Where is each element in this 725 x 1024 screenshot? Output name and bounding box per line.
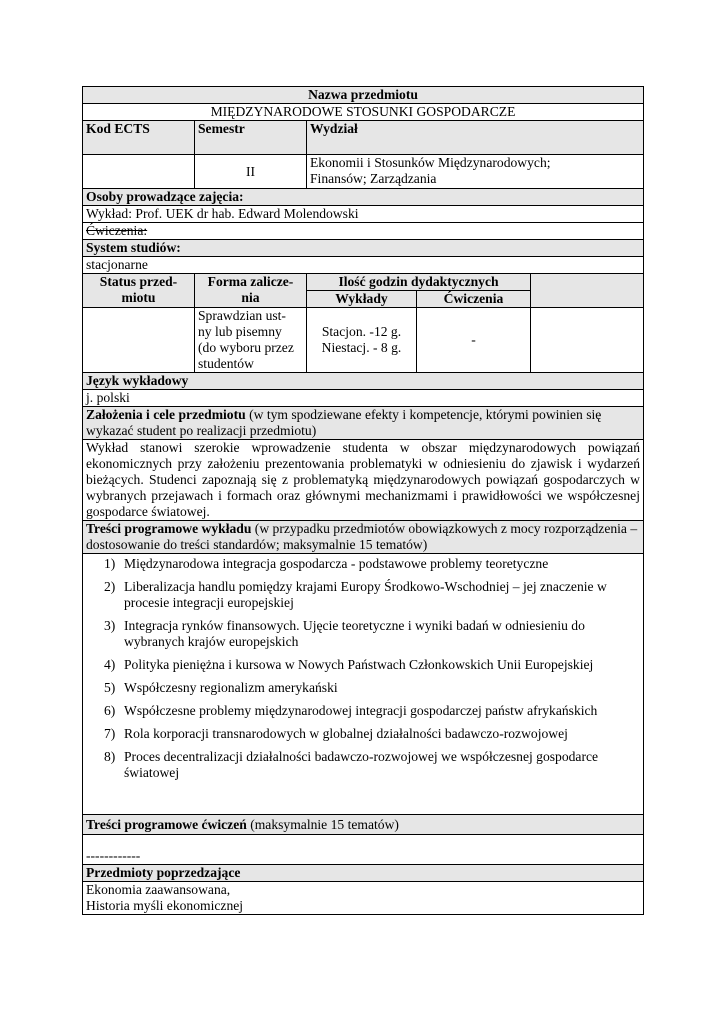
faculty-value xyxy=(307,155,644,189)
exercise-program-label-bold: Treści programowe ćwiczeń xyxy=(86,816,247,832)
goals-label xyxy=(83,407,644,440)
language-label: Język wykładowy xyxy=(83,373,644,390)
prerequisites-label-row xyxy=(83,865,644,882)
form-label xyxy=(195,274,307,308)
topic-item: Liberalizacja handlu pomiędzy krajami Europy Środkowo-Wschodniej – jej znaczenie w procesie integracji europejskiej xyxy=(124,579,607,610)
staff-exercises-row xyxy=(83,223,644,240)
form-label-line: nia xyxy=(241,290,260,305)
subject-header-row xyxy=(83,87,644,104)
goals-label-rest: (w tym spodziewane efekty i kompetencje, którymi powinien się wykazać student po realizacji przedmiotu) xyxy=(86,407,602,438)
lectures-value xyxy=(307,308,417,373)
hours-value-empty xyxy=(531,308,644,373)
prerequisites-value-line: Ekonomia zaawansowana, xyxy=(86,882,231,897)
prerequisites-value-line: Historia myśli ekonomicznej xyxy=(86,898,244,913)
form-value-line: ny lub pisemny xyxy=(198,324,282,339)
staff-lecture: Wykład: Prof. UEK dr hab. Edward Molendowski xyxy=(83,206,644,223)
lectures-label: Wykłady xyxy=(307,291,417,308)
exercise-program-label-row xyxy=(83,815,644,835)
codes-value-row xyxy=(83,155,644,189)
lecture-topics-list xyxy=(86,556,640,781)
topic-item: Międzynarodowa integracja gospodarcza - podstawowe problemy teoretyczne xyxy=(124,556,549,571)
subject-name: MIĘDZYNARODOWE STOSUNKI GOSPODARCZE xyxy=(83,104,644,121)
hours-label: Ilość godzin dydaktycznych xyxy=(307,274,531,291)
faculty-label: Wydział xyxy=(307,121,644,155)
form-value-line: (do wyboru przez xyxy=(198,340,294,355)
goals-label-bold: Założenia i cele przedmiotu xyxy=(86,407,246,422)
hours-header-row xyxy=(83,274,644,291)
subject-header: Nazwa przedmiotu xyxy=(83,87,644,104)
language-label-row xyxy=(83,373,644,390)
lecture-program-label-row xyxy=(83,521,644,554)
goals-label-row xyxy=(83,407,644,440)
lecture-program-label xyxy=(83,521,644,554)
syllabus-table xyxy=(82,86,644,915)
staff-lecture-row xyxy=(83,206,644,223)
exercise-program-label-rest: (maksymalnie 15 tematów) xyxy=(246,816,399,832)
status-label-line: Status przed- xyxy=(99,274,178,289)
codes-header-row xyxy=(83,121,644,155)
lecture-topics-cell xyxy=(83,554,644,815)
prerequisites-label: Przedmioty poprzedzające xyxy=(83,865,644,882)
faculty-value-line: Finansów; Zarządzania xyxy=(310,171,437,186)
topic-item: Współczesne problemy międzynarodowej integracji gospodarczej państw afrykańskich xyxy=(124,703,598,718)
ects-value xyxy=(83,155,195,189)
subject-name-row xyxy=(83,104,644,121)
language-value-row xyxy=(83,390,644,407)
staff-label: Osoby prowadzące zajęcia: xyxy=(83,189,644,206)
topic-item: Rola korporacji transnarodowych w globalnej działalności badawczo-rozwojowej xyxy=(124,726,568,741)
system-label: System studiów: xyxy=(83,240,644,257)
goals-text: Wykład stanowi szerokie wprowadzenie studenta w obszar międzynarodowych powiązań ekonomicznych przy założeniu prezentowania problematyki w odniesieniu do zjawisk i wydarzeń bieżących. Studenci zapoznają się z problematyką międzynarodowych powiązań gospodarczych w wybranych przejawach i formach oraz głównymi mechanizmami i prawidłowości we współczesnej gospodarce światowej. xyxy=(83,440,644,521)
form-value-line: studentów xyxy=(198,356,254,371)
system-label-row xyxy=(83,240,644,257)
status-label xyxy=(83,274,195,308)
goals-text-row xyxy=(83,440,644,521)
exercise-program-value-row xyxy=(83,835,644,865)
hours-value-row xyxy=(83,308,644,373)
status-label-line: miotu xyxy=(121,290,156,305)
prerequisites-value-row xyxy=(83,882,644,915)
faculty-value-line: Ekonomii i Stosunków Międzynarodowych; xyxy=(310,155,551,170)
form-label-line: Forma zalicze- xyxy=(207,274,294,289)
exercise-program-label xyxy=(83,815,644,835)
system-value: stacjonarne xyxy=(83,257,644,274)
lecture-program-label-rest: (w przypadku przedmiotów obowiązkowych z mocy rozporządzenia – dostosowanie do treści standardów; maksymalnie 15 tematów) xyxy=(86,521,638,552)
lectures-value-line: Niestacj. - 8 g. xyxy=(321,340,402,355)
semester-label: Semestr xyxy=(195,121,307,155)
prerequisites-value xyxy=(83,882,644,915)
topic-item: Polityka pieniężna i kursowa w Nowych Państwach Członkowskich Unii Europejskiej xyxy=(124,657,594,672)
lecture-topics-row xyxy=(83,554,644,815)
semester-value: II xyxy=(195,155,307,189)
staff-exercises: Ćwiczenia: xyxy=(83,223,644,240)
lecture-program-label-bold: Treści programowe wykładu xyxy=(86,521,252,536)
exercises-value: - xyxy=(417,308,531,373)
form-value xyxy=(195,308,307,373)
exercise-program-value: ------------ xyxy=(83,835,644,865)
system-value-row xyxy=(83,257,644,274)
topic-item: Współczesny regionalizm amerykański xyxy=(124,680,338,695)
form-value-line: Sprawdzian ust- xyxy=(198,308,286,323)
staff-label-row xyxy=(83,189,644,206)
topic-item: Integracja rynków finansowych. Ujęcie teoretyczne i wyniki badań w odniesieniu do wybranych krajów europejskich xyxy=(124,618,585,649)
exercises-label: Ćwiczenia xyxy=(417,291,531,308)
status-value xyxy=(83,308,195,373)
lectures-value-line: Stacjon. -12 g. xyxy=(321,324,402,339)
language-value: j. polski xyxy=(83,390,644,407)
ects-label: Kod ECTS xyxy=(83,121,195,155)
hours-empty-cell xyxy=(531,274,644,308)
topic-item: Proces decentralizacji działalności badawczo-rozwojowej we współczesnej gospodarce światowej xyxy=(124,749,599,780)
